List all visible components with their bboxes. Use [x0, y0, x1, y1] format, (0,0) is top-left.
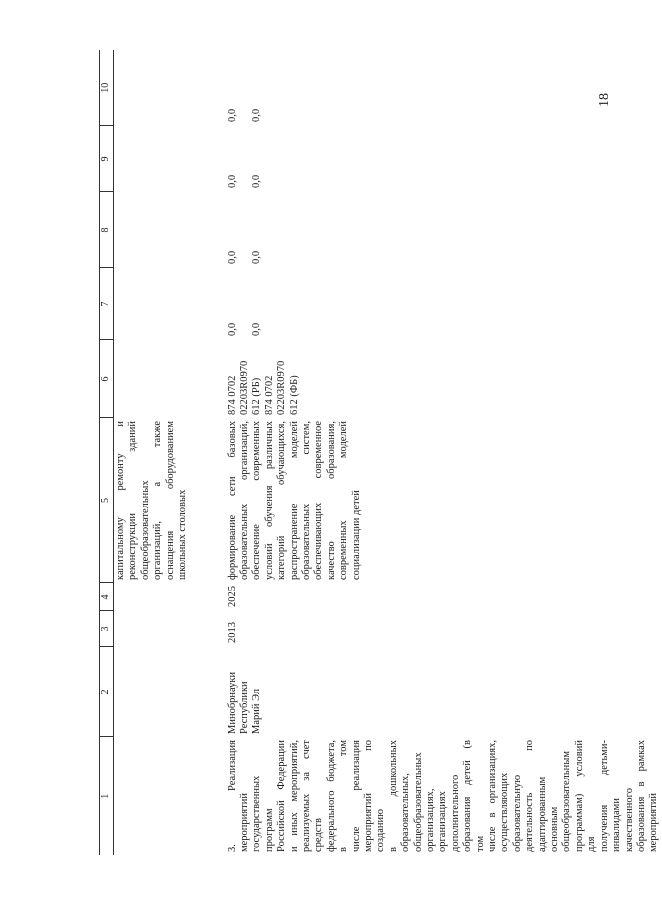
text-line: Российской Федерации — [276, 740, 288, 852]
value-col-7 — [226, 268, 662, 340]
value-rb: 0,0 — [226, 108, 238, 122]
value-col-10 — [226, 50, 662, 126]
table-row — [226, 50, 662, 855]
expected-result — [226, 418, 662, 583]
end-year: 2025 — [226, 586, 238, 607]
text-line: федерального бюджета, в том — [325, 740, 350, 852]
value-rb: 0,0 — [226, 250, 238, 264]
text-line: современных моделей — [338, 421, 350, 580]
text-line: реализуемых за счет средств — [300, 740, 325, 852]
text-line: категорий обучающихся, — [276, 421, 288, 580]
text-line: качество образования, — [325, 421, 337, 580]
text-line: формирование сети базовых — [226, 421, 238, 580]
value-fb: 0,0 — [251, 250, 263, 264]
value-fb: 0,0 — [251, 322, 263, 336]
text-line: организаций, а также — [152, 421, 164, 580]
rotated-table-container — [99, 50, 660, 855]
text-line: оснащения оборудованием — [164, 421, 176, 580]
text-line: образовательных организаций, — [238, 421, 250, 580]
text-line: деятельность по — [524, 740, 536, 852]
header-col-10: 10 — [100, 50, 114, 126]
header-col-5: 5 — [100, 418, 114, 583]
text-line: программам) условий для — [573, 740, 598, 852]
budget-table — [99, 50, 662, 855]
text-line: Минобрнауки — [226, 671, 238, 734]
text-line: школьных столовых — [177, 489, 189, 580]
header-col-2: 2 — [100, 647, 114, 737]
text-line: общеобразовательным — [561, 751, 573, 852]
text-line: мероприятий — [648, 793, 660, 852]
text-line: образовательную — [511, 774, 523, 852]
header-col-7: 7 — [100, 268, 114, 340]
text-line: 612 (РБ) — [251, 377, 263, 415]
text-line: образовательных систем, — [300, 421, 312, 580]
text-line: 02203R0970 — [276, 360, 288, 415]
start-year: 2013 — [226, 622, 238, 643]
header-col-4: 4 — [100, 583, 114, 611]
text-line: 874 0702 — [226, 375, 238, 415]
text-line: мероприятий по созданию — [362, 740, 387, 852]
value-col-8 — [226, 192, 662, 268]
header-col-6: 6 — [100, 340, 114, 418]
value-col-9 — [226, 126, 662, 192]
text-line: условий обучения различных — [263, 421, 275, 580]
text-line: 612 (ФБ) — [288, 375, 300, 415]
activity-name — [226, 737, 662, 855]
text-line: 3. Реализация мероприятий — [226, 740, 250, 852]
text-line: образования в рамках — [635, 740, 647, 852]
text-line: адаптированным основным — [536, 776, 561, 852]
header-col-1: 1 — [100, 737, 114, 855]
text-line: и иных мероприятий, — [288, 740, 300, 852]
text-line: капитальному ремонту и — [115, 421, 126, 580]
responsible-executor — [226, 647, 662, 737]
value-fb: 0,0 — [251, 108, 263, 122]
page-number: 18 — [597, 93, 612, 107]
text-line: обеспечение современных — [251, 421, 263, 580]
text-line: числе реализация — [350, 740, 362, 852]
text-line: инвалидами качественного — [611, 788, 635, 852]
budget-classification-code — [226, 340, 662, 418]
text-line: 02203R0970 — [238, 360, 250, 415]
text-line: социализации детей — [350, 490, 362, 580]
text-line: распространение моделей — [288, 421, 300, 580]
text-line: обеспечивающих современное — [313, 421, 325, 580]
text-line: организациях, организациях — [425, 788, 449, 852]
header-row — [100, 50, 114, 855]
header-col-8: 8 — [100, 192, 114, 268]
text-line: числе в организациях, — [487, 740, 499, 852]
text-line: государственных программ — [251, 775, 275, 852]
header-col-3: 3 — [100, 611, 114, 647]
text-line: образовательных, — [400, 773, 412, 852]
text-line: осуществляющих — [499, 772, 511, 852]
value-rb: 0,0 — [226, 174, 238, 188]
text-line: общеобразовательных — [139, 480, 151, 580]
continuation-description — [114, 418, 226, 583]
text-line: реконструкции зданий — [127, 421, 139, 580]
text-line: Республики — [238, 681, 250, 734]
text-line: общеобразовательных — [412, 752, 424, 852]
text-line: дополнительного — [449, 774, 461, 852]
value-fb: 0,0 — [251, 174, 263, 188]
text-line: получения детьми- — [598, 740, 610, 852]
text-line: образования детей (в том — [462, 740, 486, 852]
text-line: в дошкольных — [387, 740, 399, 852]
text-line: 874 0702 — [263, 375, 275, 415]
header-col-9: 9 — [100, 126, 114, 192]
value-rb: 0,0 — [226, 322, 238, 336]
continuation-row — [114, 50, 226, 855]
text-line: Марий Эл — [251, 688, 263, 734]
